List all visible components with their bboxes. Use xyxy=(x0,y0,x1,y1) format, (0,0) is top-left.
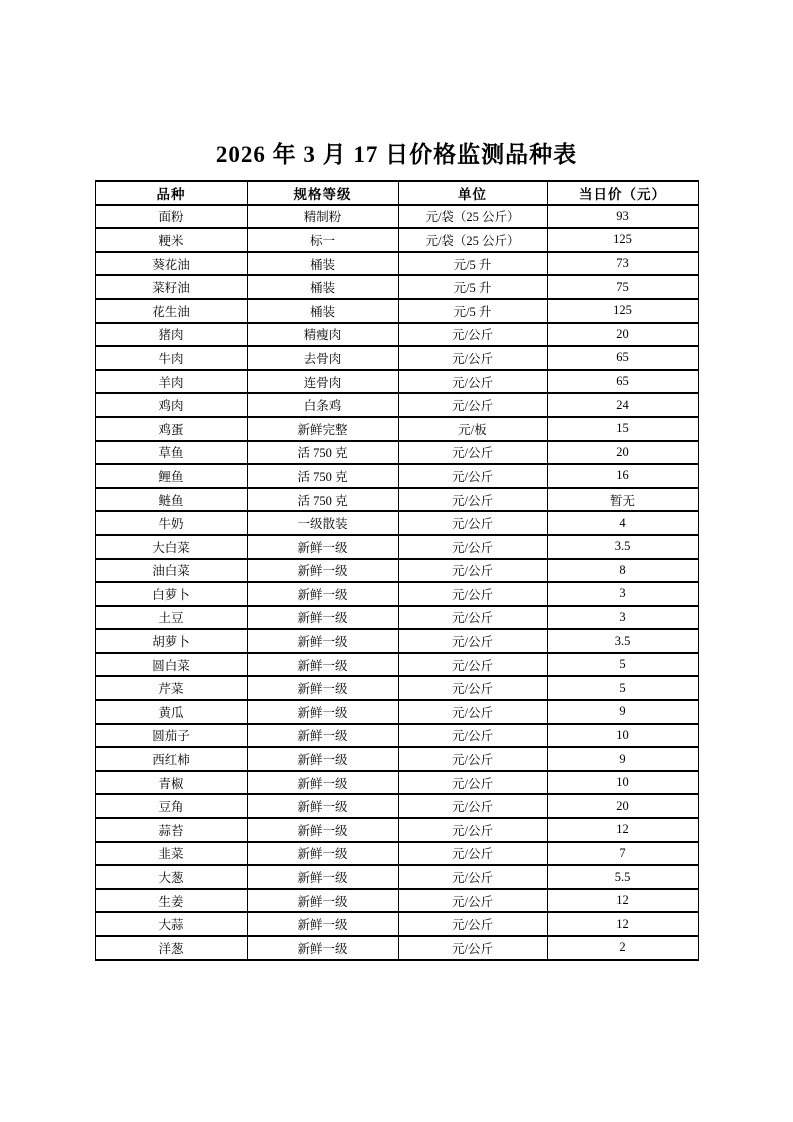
table-cell: 去骨肉 xyxy=(247,346,398,370)
table-row xyxy=(95,865,698,889)
table-cell: 元/公斤 xyxy=(398,912,547,936)
table-cell: 芹菜 xyxy=(95,676,247,700)
table-cell: 5.5 xyxy=(547,865,698,889)
table-cell: 一级散装 xyxy=(247,511,398,535)
table-row xyxy=(95,653,698,677)
table-cell: 豆角 xyxy=(95,794,247,818)
table-cell: 元/公斤 xyxy=(398,393,547,417)
table-cell: 新鲜一级 xyxy=(247,771,398,795)
table-cell: 活 750 克 xyxy=(247,441,398,465)
table-cell: 元/公斤 xyxy=(398,724,547,748)
table-row xyxy=(95,393,698,417)
table-cell: 元/公斤 xyxy=(398,747,547,771)
table-cell: 元/公斤 xyxy=(398,346,547,370)
table-cell: 10 xyxy=(547,771,698,795)
table-cell: 元/公斤 xyxy=(398,629,547,653)
table-cell: 12 xyxy=(547,912,698,936)
table-row xyxy=(95,676,698,700)
table-cell: 连骨肉 xyxy=(247,370,398,394)
table-cell: 3.5 xyxy=(547,629,698,653)
table-row xyxy=(95,441,698,465)
table-cell: 元/5 升 xyxy=(398,252,547,276)
table-cell: 新鲜一级 xyxy=(247,842,398,866)
table-cell: 5 xyxy=(547,653,698,677)
table-cell: 73 xyxy=(547,252,698,276)
table-cell: 牛奶 xyxy=(95,511,247,535)
table-cell: 大葱 xyxy=(95,865,247,889)
table-cell: 3 xyxy=(547,582,698,606)
table-cell: 元/公斤 xyxy=(398,582,547,606)
table-row xyxy=(95,724,698,748)
table-cell: 20 xyxy=(547,323,698,347)
table-cell: 新鲜一级 xyxy=(247,794,398,818)
table-cell: 元/公斤 xyxy=(398,653,547,677)
table-cell: 元/公斤 xyxy=(398,889,547,913)
table-row xyxy=(95,842,698,866)
page-title: 2026 年 3 月 17 日价格监测品种表 xyxy=(215,142,578,167)
table-cell: 元/公斤 xyxy=(398,818,547,842)
table-cell: 元/公斤 xyxy=(398,441,547,465)
table-cell: 鸡蛋 xyxy=(95,417,247,441)
table-cell: 新鲜一级 xyxy=(247,912,398,936)
table-cell: 新鲜一级 xyxy=(247,629,398,653)
table-row xyxy=(95,228,698,252)
table-cell: 油白菜 xyxy=(95,559,247,583)
table-cell: 8 xyxy=(547,559,698,583)
table-row xyxy=(95,488,698,512)
table-cell: 元/袋（25 公斤） xyxy=(398,228,547,252)
table-row xyxy=(95,559,698,583)
column-header-daily-price: 当日价（元） xyxy=(547,181,698,205)
table-cell: 葵花油 xyxy=(95,252,247,276)
table-cell: 7 xyxy=(547,842,698,866)
table-cell: 圆茄子 xyxy=(95,724,247,748)
table-row xyxy=(95,275,698,299)
table-row xyxy=(95,794,698,818)
table-cell: 75 xyxy=(547,275,698,299)
column-header-unit: 单位 xyxy=(398,181,547,205)
table-cell: 3 xyxy=(547,606,698,630)
table-row xyxy=(95,582,698,606)
table-cell: 大蒜 xyxy=(95,912,247,936)
table-cell: 新鲜一级 xyxy=(247,936,398,960)
table-cell: 元/公斤 xyxy=(398,771,547,795)
table-row xyxy=(95,629,698,653)
table-cell: 新鲜一级 xyxy=(247,582,398,606)
table-cell: 土豆 xyxy=(95,606,247,630)
table-cell: 桶装 xyxy=(247,299,398,323)
table-row xyxy=(95,299,698,323)
table-cell: 元/公斤 xyxy=(398,842,547,866)
table-cell: 12 xyxy=(547,889,698,913)
table-cell: 元/公斤 xyxy=(398,323,547,347)
table-cell: 新鲜一级 xyxy=(247,700,398,724)
table-row xyxy=(95,417,698,441)
table-row xyxy=(95,818,698,842)
table-row xyxy=(95,464,698,488)
table-row xyxy=(95,747,698,771)
table-cell: 65 xyxy=(547,370,698,394)
table-cell: 新鲜一级 xyxy=(247,889,398,913)
table-cell: 16 xyxy=(547,464,698,488)
table-cell: 白条鸡 xyxy=(247,393,398,417)
table-cell: 元/公斤 xyxy=(398,700,547,724)
table-cell: 元/公斤 xyxy=(398,676,547,700)
table-cell: 元/5 升 xyxy=(398,275,547,299)
table-cell: 元/公斤 xyxy=(398,464,547,488)
table-cell: 元/公斤 xyxy=(398,511,547,535)
table-cell: 蒜苔 xyxy=(95,818,247,842)
table-cell: 元/公斤 xyxy=(398,559,547,583)
price-table xyxy=(95,180,699,961)
table-cell: 125 xyxy=(547,299,698,323)
table-row xyxy=(95,700,698,724)
table-cell: 元/公斤 xyxy=(398,936,547,960)
table-cell: 鲢鱼 xyxy=(95,488,247,512)
table-cell: 元/公斤 xyxy=(398,370,547,394)
table-cell: 牛肉 xyxy=(95,346,247,370)
table-cell: 西红柿 xyxy=(95,747,247,771)
table-cell: 粳米 xyxy=(95,228,247,252)
table-cell: 圆白菜 xyxy=(95,653,247,677)
table-cell: 125 xyxy=(547,228,698,252)
table-cell: 9 xyxy=(547,747,698,771)
table-cell: 面粉 xyxy=(95,205,247,229)
table-cell: 20 xyxy=(547,794,698,818)
table-cell: 3.5 xyxy=(547,535,698,559)
column-header-variety: 品种 xyxy=(95,181,247,205)
table-cell: 10 xyxy=(547,724,698,748)
table-cell: 鸡肉 xyxy=(95,393,247,417)
table-cell: 桶装 xyxy=(247,252,398,276)
table-cell: 65 xyxy=(547,346,698,370)
table-cell: 胡萝卜 xyxy=(95,629,247,653)
table-cell: 元/公斤 xyxy=(398,794,547,818)
table-cell: 花生油 xyxy=(95,299,247,323)
table-row xyxy=(95,771,698,795)
table-cell: 新鲜完整 xyxy=(247,417,398,441)
table-cell: 新鲜一级 xyxy=(247,535,398,559)
table-cell: 元/5 升 xyxy=(398,299,547,323)
table-cell: 20 xyxy=(547,441,698,465)
table-header-row xyxy=(95,181,698,205)
table-cell: 2 xyxy=(547,936,698,960)
table-row xyxy=(95,346,698,370)
table-row xyxy=(95,252,698,276)
price-table-body xyxy=(95,205,698,960)
table-cell: 羊肉 xyxy=(95,370,247,394)
table-cell: 新鲜一级 xyxy=(247,559,398,583)
table-row xyxy=(95,936,698,960)
table-cell: 24 xyxy=(547,393,698,417)
table-cell: 新鲜一级 xyxy=(247,818,398,842)
table-cell: 9 xyxy=(547,700,698,724)
column-header-spec-grade: 规格等级 xyxy=(247,181,398,205)
table-cell: 鲤鱼 xyxy=(95,464,247,488)
table-cell: 元/公斤 xyxy=(398,535,547,559)
table-cell: 洋葱 xyxy=(95,936,247,960)
table-cell: 元/公斤 xyxy=(398,606,547,630)
table-cell: 活 750 克 xyxy=(247,464,398,488)
table-cell: 标一 xyxy=(247,228,398,252)
table-cell: 12 xyxy=(547,818,698,842)
table-cell: 白萝卜 xyxy=(95,582,247,606)
table-cell: 5 xyxy=(547,676,698,700)
table-cell: 新鲜一级 xyxy=(247,676,398,700)
table-cell: 草鱼 xyxy=(95,441,247,465)
table-row xyxy=(95,511,698,535)
table-cell: 青椒 xyxy=(95,771,247,795)
table-cell: 新鲜一级 xyxy=(247,653,398,677)
table-cell: 15 xyxy=(547,417,698,441)
table-cell: 4 xyxy=(547,511,698,535)
table-row xyxy=(95,889,698,913)
table-cell: 黄瓜 xyxy=(95,700,247,724)
table-cell: 生姜 xyxy=(95,889,247,913)
table-row xyxy=(95,370,698,394)
table-cell: 元/公斤 xyxy=(398,488,547,512)
table-cell: 新鲜一级 xyxy=(247,865,398,889)
table-cell: 菜籽油 xyxy=(95,275,247,299)
table-cell: 精瘦肉 xyxy=(247,323,398,347)
table-row xyxy=(95,912,698,936)
table-cell: 活 750 克 xyxy=(247,488,398,512)
table-cell: 猪肉 xyxy=(95,323,247,347)
table-cell: 元/公斤 xyxy=(398,865,547,889)
table-cell: 元/袋（25 公斤） xyxy=(398,205,547,229)
table-cell: 桶装 xyxy=(247,275,398,299)
table-cell: 新鲜一级 xyxy=(247,724,398,748)
table-cell: 新鲜一级 xyxy=(247,606,398,630)
table-cell: 精制粉 xyxy=(247,205,398,229)
table-row xyxy=(95,323,698,347)
table-cell: 暂无 xyxy=(547,488,698,512)
table-row xyxy=(95,535,698,559)
table-cell: 韭菜 xyxy=(95,842,247,866)
table-cell: 大白菜 xyxy=(95,535,247,559)
table-cell: 元/板 xyxy=(398,417,547,441)
table-cell: 93 xyxy=(547,205,698,229)
table-row xyxy=(95,205,698,229)
table-cell: 新鲜一级 xyxy=(247,747,398,771)
table-row xyxy=(95,606,698,630)
